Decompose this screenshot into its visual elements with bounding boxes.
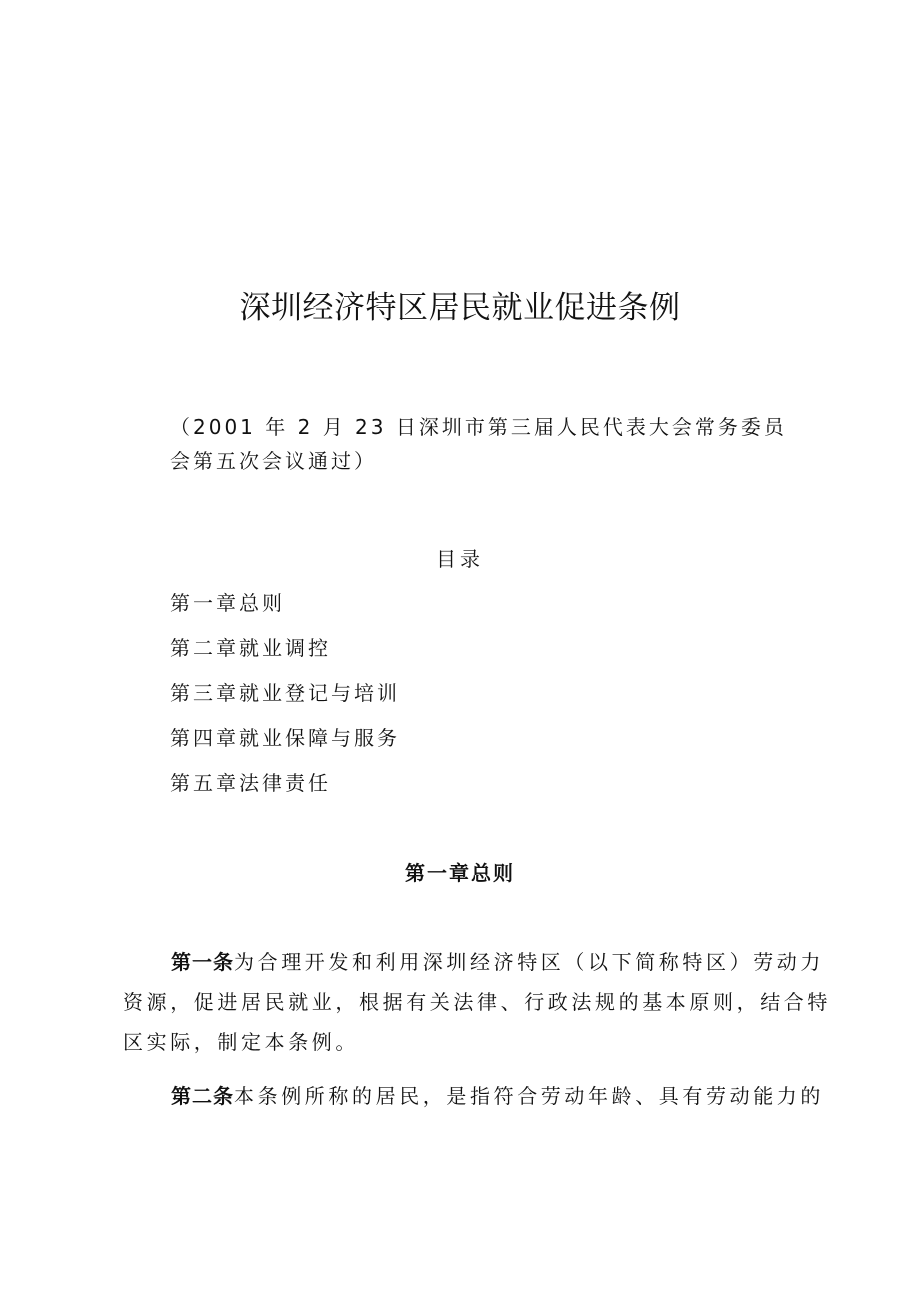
- article-1-line-3: 区实际，制定本条例。: [123, 1030, 359, 1054]
- toc-heading: 目录: [436, 547, 484, 571]
- article-1-line-1: [123, 942, 823, 982]
- table-of-contents: [170, 588, 400, 813]
- document-title: 深圳经济特区居民就业促进条例: [239, 290, 681, 326]
- article-2: [123, 1076, 823, 1116]
- article-1-line-2: 资源，促进居民就业，根据有关法律、行政法规的基本原则，结合特: [123, 990, 831, 1014]
- article-2-text-1: 本条例所称的居民，是指符合劳动年龄、具有劳动能力的: [234, 1084, 824, 1108]
- article-2-line-1: [123, 1076, 823, 1116]
- chapter-1-heading: 第一章总则: [405, 861, 515, 885]
- toc-item-chapter-4: 第四章就业保障与服务: [170, 726, 400, 750]
- toc-item-chapter-5: 第五章法律责任: [170, 771, 331, 795]
- adoption-note-line-1: （2001 年 2 月 23 日深圳市第三届人民代表大会常务委员: [170, 415, 787, 439]
- adoption-note: [170, 410, 787, 478]
- article-1: [123, 942, 831, 1062]
- adoption-note-line-2: 会第五次会议通过）: [170, 449, 377, 473]
- article-2-label: 第二条: [171, 1084, 234, 1108]
- toc-item-chapter-1: 第一章总则: [170, 591, 285, 615]
- article-1-text-1: 为合理开发和利用深圳经济特区（以下简称特区）劳动力: [234, 950, 824, 974]
- toc-item-chapter-3: 第三章就业登记与培训: [170, 681, 400, 705]
- article-1-label: 第一条: [171, 950, 234, 974]
- toc-item-chapter-2: 第二章就业调控: [170, 636, 331, 660]
